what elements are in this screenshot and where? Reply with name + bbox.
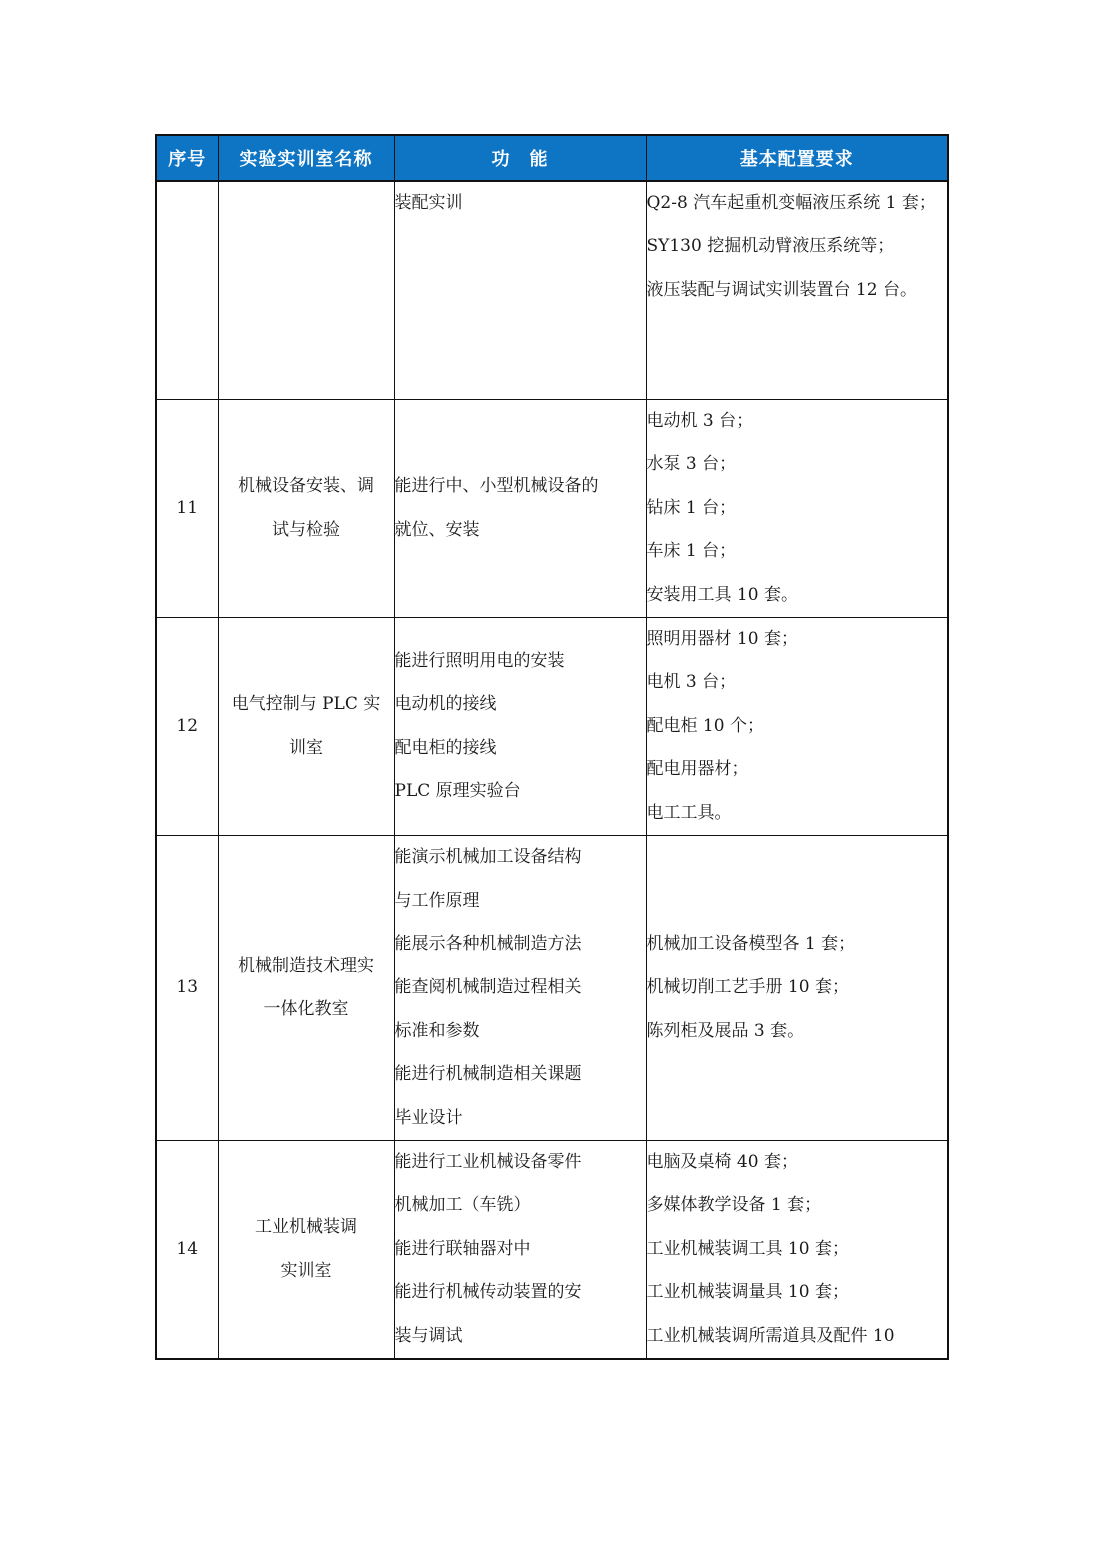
lab-name-cell bbox=[218, 400, 394, 618]
config-line: 电工工具。 bbox=[646, 802, 732, 823]
config-line: 安装用工具 10 套。 bbox=[646, 584, 798, 605]
table-row bbox=[156, 836, 948, 1141]
config-line: 配电用器材； bbox=[646, 759, 749, 780]
function-line: 能进行机械制造相关课题 bbox=[394, 1064, 582, 1085]
lab-name-line: 实训室 bbox=[280, 1260, 332, 1281]
lab-name-line: 机械设备安装、调 bbox=[238, 476, 374, 497]
config-line: 机械加工设备模型各 1 套； bbox=[646, 933, 856, 954]
config-line: 多媒体教学设备 1 套； bbox=[646, 1195, 822, 1216]
config-cell bbox=[646, 181, 948, 400]
function-line: 能进行照明用电的安装 bbox=[394, 650, 565, 671]
function-line: 能演示机械加工设备结构 bbox=[394, 847, 582, 868]
function-line: 能进行机械传动装置的安 bbox=[394, 1282, 582, 1303]
table-row bbox=[156, 1141, 948, 1360]
config-line: 陈列柜及展品 3 套。 bbox=[646, 1020, 805, 1041]
row-number: 11 bbox=[156, 400, 218, 618]
lab-name-line: 一体化教室 bbox=[263, 999, 349, 1020]
function-line: 能进行中、小型机械设备的 bbox=[394, 476, 599, 497]
table-row bbox=[156, 181, 948, 400]
row-number bbox=[156, 181, 218, 400]
lab-name-cell bbox=[218, 618, 394, 836]
config-line: 钻床 1 台； bbox=[646, 497, 737, 518]
function-line: 装配实训 bbox=[394, 193, 463, 213]
lab-config-table bbox=[155, 134, 949, 1360]
function-line: 能展示各种机械制造方法 bbox=[394, 933, 582, 954]
function-cell bbox=[394, 181, 646, 400]
function-line: 标准和参数 bbox=[394, 1020, 480, 1041]
function-line: 机械加工（车铣） bbox=[394, 1195, 531, 1216]
config-line: 液压装配与调试实训装置台 12 台。 bbox=[646, 279, 917, 300]
lab-name-cell bbox=[218, 1141, 394, 1360]
table-header-row bbox=[156, 135, 948, 181]
header-config-requirements: 基本配置要求 bbox=[646, 135, 948, 181]
config-line: 电机 3 台； bbox=[646, 672, 737, 693]
lab-name-line: 电气控制与 PLC 实 bbox=[231, 694, 381, 715]
function-line: 能查阅机械制造过程相关 bbox=[394, 977, 582, 998]
lab-name-line: 工业机械装调 bbox=[255, 1217, 357, 1238]
header-lab-name: 实验实训室名称 bbox=[218, 135, 394, 181]
table-row bbox=[156, 400, 948, 618]
lab-name-line: 训室 bbox=[289, 737, 323, 758]
function-line: 配电柜的接线 bbox=[394, 737, 497, 758]
config-line: 工业机械装调量具 10 套； bbox=[646, 1282, 849, 1303]
function-line: 电动机的接线 bbox=[394, 694, 497, 715]
function-line: 与工作原理 bbox=[394, 890, 480, 911]
config-cell bbox=[646, 1141, 948, 1360]
function-cell bbox=[394, 1141, 646, 1360]
config-line: 车床 1 台； bbox=[646, 541, 737, 562]
header-serial-number: 序号 bbox=[156, 135, 218, 181]
config-line: 水泵 3 台； bbox=[646, 454, 737, 475]
function-line: 能进行工业机械设备零件 bbox=[394, 1152, 582, 1173]
lab-name-line: 机械制造技术理实 bbox=[238, 955, 374, 976]
table-row bbox=[156, 618, 948, 836]
config-line: 电动机 3 台； bbox=[646, 411, 754, 431]
config-line: SY130 挖掘机动臂液压系统等； bbox=[646, 236, 895, 257]
config-line: 工业机械装调所需道具及配件 10 bbox=[646, 1325, 895, 1346]
function-line: 装与调试 bbox=[394, 1325, 463, 1346]
config-line: 配电柜 10 个； bbox=[646, 715, 764, 736]
config-line: 机械切削工艺手册 10 套； bbox=[646, 977, 849, 998]
config-line: 电脑及桌椅 40 套； bbox=[646, 1152, 798, 1173]
config-cell bbox=[646, 400, 948, 618]
row-number: 13 bbox=[156, 836, 218, 1141]
function-cell bbox=[394, 836, 646, 1141]
row-number: 14 bbox=[156, 1141, 218, 1360]
config-line: Q2-8 汽车起重机变幅液压系统 1 套； bbox=[646, 193, 936, 213]
lab-name-line: 试与检验 bbox=[272, 519, 340, 540]
config-cell bbox=[646, 618, 948, 836]
function-line: 就位、安装 bbox=[394, 519, 480, 540]
function-line: 能进行联轴器对中 bbox=[394, 1238, 531, 1259]
config-line: 照明用器材 10 套； bbox=[646, 629, 798, 650]
header-function: 功 能 bbox=[394, 135, 646, 181]
function-cell bbox=[394, 618, 646, 836]
lab-name-cell bbox=[218, 836, 394, 1141]
function-cell bbox=[394, 400, 646, 618]
row-number: 12 bbox=[156, 618, 218, 836]
lab-name-cell bbox=[218, 181, 394, 400]
function-line: 毕业设计 bbox=[394, 1107, 463, 1128]
function-line: PLC 原理实验台 bbox=[394, 780, 521, 801]
config-cell bbox=[646, 836, 948, 1141]
config-line: 工业机械装调工具 10 套； bbox=[646, 1238, 849, 1259]
